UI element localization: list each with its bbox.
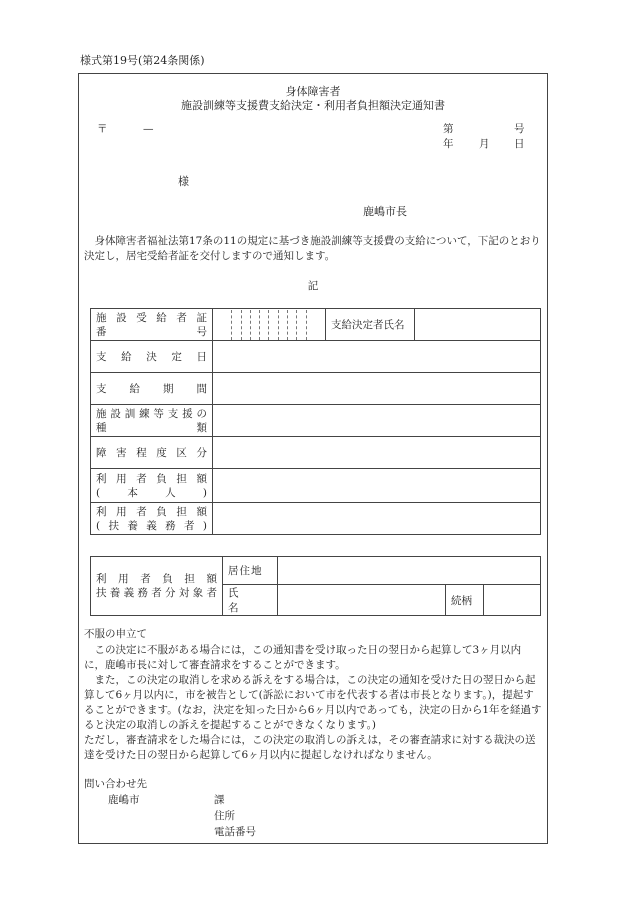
contact-section: 課: [214, 794, 225, 806]
appeal-para-1: この決定に不服がある場合には，この通知書を受け取った日の翌日から起算して3ヶ月以内に，鹿嶋市長に対して審査請求をすることができます。: [84, 644, 522, 671]
contact-phone: 電話番号: [214, 826, 256, 838]
date-day: 日: [514, 138, 525, 150]
relation-label: 続柄: [446, 585, 484, 616]
row-label-1: 支給決定日: [91, 341, 213, 373]
date-year: 年: [443, 138, 454, 150]
decision-table: [90, 308, 541, 535]
appeal-heading: 不服の申立て: [84, 628, 147, 640]
row-value-2[interactable]: [213, 373, 541, 405]
row-label-3: 施設訓練等支援の 種類: [91, 405, 213, 437]
relation-field[interactable]: [484, 585, 541, 616]
dependent-label: 利用者負担額 扶養義務者分対象者: [91, 557, 223, 616]
row-value-5[interactable]: [213, 469, 541, 503]
appeal-para-3: ただし，審査請求をした場合には，この決定の取消しの訴えは，その審査請求に対する裁決の送達を受けた日の翌日から起算して6ヶ月以内に提起しなければなりません。: [84, 734, 536, 761]
cert-number-label: 施設受給者証 番号: [91, 309, 213, 341]
cert-number-field[interactable]: [213, 309, 326, 341]
form-label: 様式第19号(第24条関係): [80, 54, 205, 67]
row-label-4: 障害程度区分: [91, 437, 213, 469]
address-field[interactable]: [278, 557, 541, 585]
date-month: 月: [479, 138, 490, 150]
postal-dash: —: [143, 123, 154, 135]
number-prefix: 第: [443, 123, 454, 135]
row-value-4[interactable]: [213, 437, 541, 469]
appeal-para-2: また，この決定の取消しを求める訴えをする場合は，この決定の通知を受けた日の翌日から起算して6ヶ月以内に，市を被告として(訴訟において市を代表する者は市長となります。)，提起することができます。(なお，決定を知った日から6ヶ月以内であっても，決定の日から1年を経過すると決定の取消しの訴えを提起することができなくなります。): [84, 674, 542, 731]
body-text: 身体障害者福祉法第17条の11の規定に基づき施設訓練等支援費の支給について，下記のとおり決定し，居宅受給者証を交付しますので通知します。: [84, 235, 541, 262]
ki-heading: 記: [307, 280, 319, 292]
number-suffix: 号: [514, 123, 525, 135]
decision-name-label: 支給決定者氏名: [326, 309, 415, 341]
name-label: 氏名: [223, 585, 278, 616]
row-value-6[interactable]: [213, 503, 541, 535]
row-label-5: 利用者負担額 (本人): [91, 469, 213, 503]
decision-name-field[interactable]: [415, 309, 541, 341]
row-value-1[interactable]: [213, 341, 541, 373]
name-field[interactable]: [278, 585, 446, 616]
title-line-2: 施設訓練等支援費支給決定・利用者負担額決定通知書: [181, 99, 445, 112]
row-label-6: 利用者負担額 (扶養義務者): [91, 503, 213, 535]
contact-heading: 問い合わせ先: [84, 778, 147, 790]
title-line-1: 身体障害者: [285, 85, 341, 98]
issuer: 鹿嶋市長: [363, 205, 407, 218]
row-label-2: 支給期間: [91, 373, 213, 405]
postal-mark: 〒: [97, 123, 108, 135]
address-label: 居住地: [223, 557, 278, 585]
contact-address: 住所: [214, 810, 235, 822]
dependent-table: [90, 556, 541, 616]
contact-city: 鹿嶋市: [108, 794, 140, 806]
row-value-3[interactable]: [213, 405, 541, 437]
addressee-suffix: 様: [178, 175, 189, 188]
